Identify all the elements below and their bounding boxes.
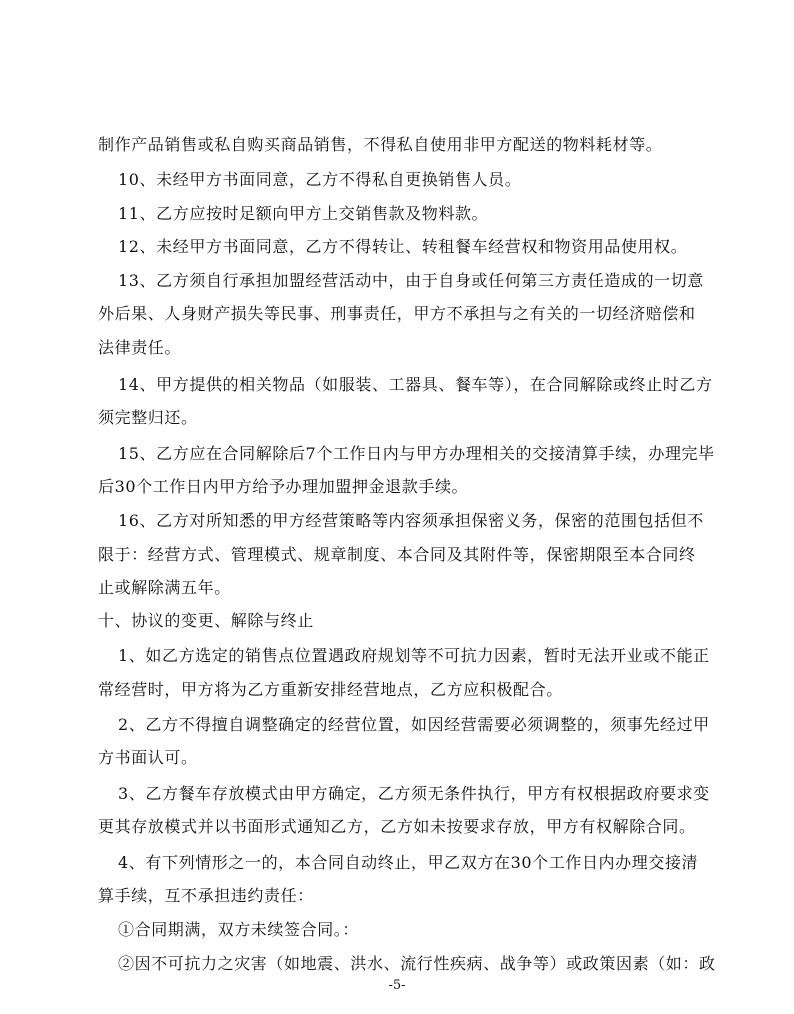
text-line: 3、乙方餐车存放模式由甲方确定，乙方须无条件执行，甲方有权根据政府要求变 — [118, 784, 710, 803]
section-heading: 十、协议的变更、解除与终止 — [98, 611, 314, 630]
text-line: 16、乙方对所知悉的甲方经营策略等内容须承担保密义务，保密的范围包括但不 — [118, 511, 704, 530]
list-item: ②因不可抗力之灾害（如地震、洪水、流行性疾病、战争等）或政策因素（如：政 — [118, 954, 716, 973]
text-line: 方书面认可。 — [98, 748, 198, 767]
page-number: -5- — [388, 978, 406, 993]
text-line: 常经营时，甲方将为乙方重新安排经营地点，乙方应积极配合。 — [98, 680, 563, 699]
text-line: 制作产品销售或私自购买商品销售，不得私自使用非甲方配送的物料耗材等。 — [98, 135, 663, 154]
text-line: 止或解除满五年。 — [98, 578, 231, 597]
text-line: 1、如乙方选定的销售点位置遇政府规划等不可抗力因素，暂时无法开业或不能正 — [118, 646, 710, 665]
text-line: 限于：经营方式、管理模式、规章制度、本合同及其附件等，保密期限至本合同终 — [98, 545, 696, 564]
text-line: 13、乙方须自行承担加盟经营活动中，由于自身或任何第三方责任造成的一切意 — [118, 271, 704, 290]
text-line: 14、甲方提供的相关物品（如服装、工器具、餐车等），在合同解除或终止时乙方 — [118, 375, 713, 394]
text-line: 法律责任。 — [98, 338, 182, 357]
text-line: 4、有下列情形之一的，本合同自动终止，甲乙双方在30个工作日内办理交接清 — [118, 853, 699, 872]
text-line: 15、乙方应在合同解除后7个工作日内与甲方办理相关的交接清算手续，办理完毕 — [118, 444, 715, 463]
text-line: 12、未经甲方书面同意，乙方不得转让、转租餐车经营权和物资用品使用权。 — [118, 237, 688, 256]
text-line: 须完整归还。 — [98, 408, 198, 427]
text-line: 11、乙方应按时足额向甲方上交销售款及物料款。 — [118, 204, 489, 223]
text-line: 10、未经甲方书面同意，乙方不得私自更换销售人员。 — [118, 170, 522, 189]
text-line: 后30个工作日内甲方给予办理加盟押金退款手续。 — [98, 477, 469, 496]
text-line: 算手续，互不承担违约责任： — [98, 886, 314, 905]
text-line: 2、乙方不得擅自调整确定的经营位置，如因经营需要必须调整的，须事先经过甲 — [118, 715, 710, 734]
text-line: 更其存放模式并以书面形式通知乙方，乙方如未按要求存放，甲方有权解除合同。 — [98, 817, 696, 836]
list-item: ①合同期满，双方未续签合同。： — [118, 920, 360, 939]
text-line: 外后果、人身财产损失等民事、刑事责任，甲方不承担与之有关的一切经济赔偿和 — [98, 304, 696, 323]
